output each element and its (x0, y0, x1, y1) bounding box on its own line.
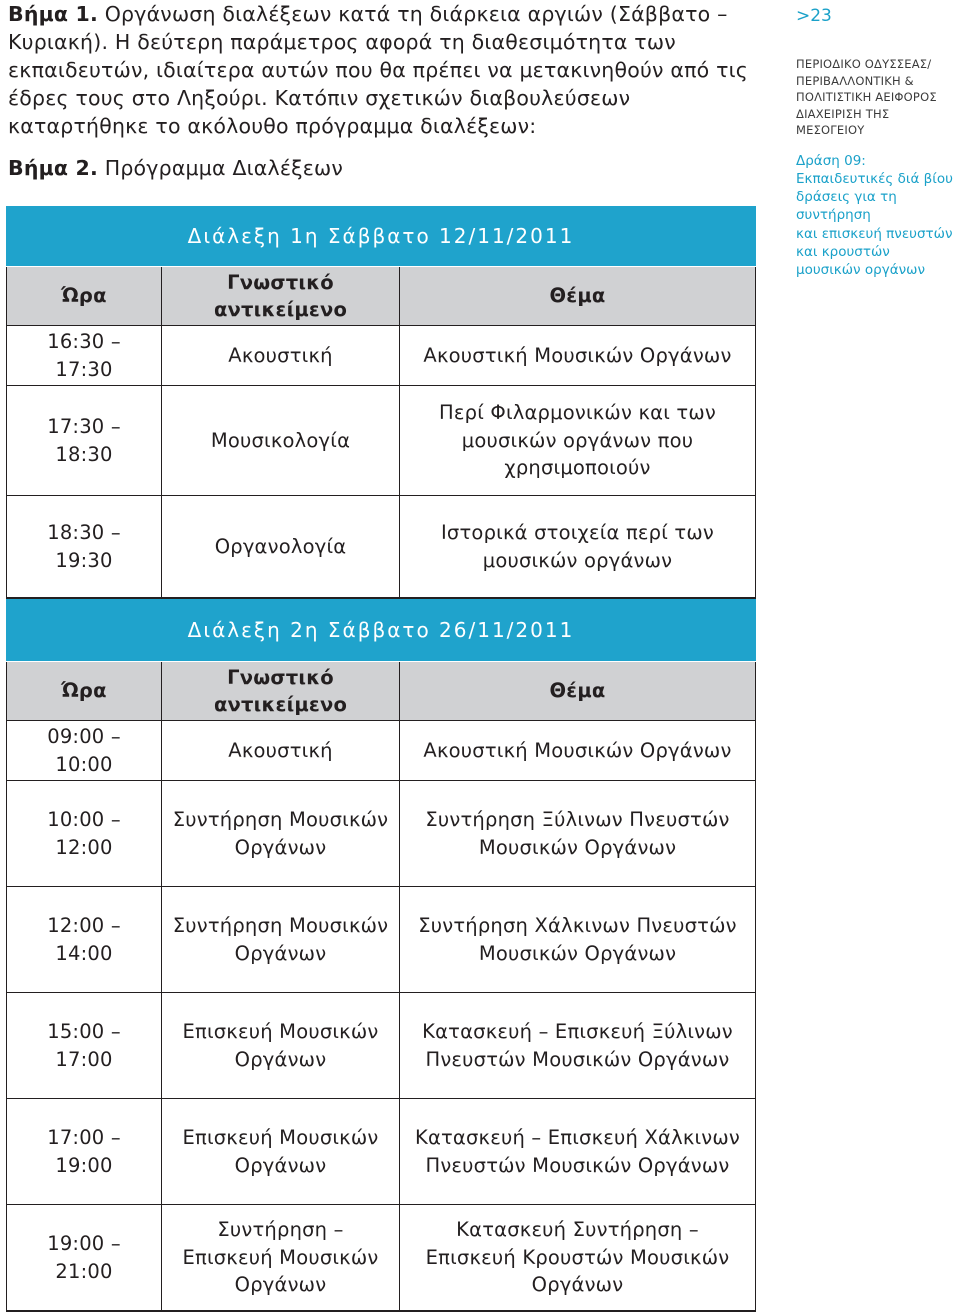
table-row (7, 496, 755, 598)
subject-cell: Συντήρηση Μουσικών Οργάνων (162, 781, 400, 886)
table-header-row (7, 662, 755, 721)
table-row (7, 721, 755, 781)
time-cell: 16:30 – 17:30 (7, 326, 162, 385)
subject-cell: Μουσικολογία (162, 386, 400, 495)
table-row (7, 887, 755, 993)
periodical-line: ΠΕΡΙΒΑΛΛΟΝΤΙΚΗ & (796, 73, 914, 88)
header-subject: Γνωστικό αντικείμενο (162, 662, 400, 720)
step1-label: Βήμα 1. (8, 2, 98, 26)
periodical-title (796, 56, 960, 139)
topic-cell: Κατασκευή Συντήρηση – Επισκευή Κρουστών Μουσικών Οργάνων (425, 1218, 730, 1297)
subject-cell: Επισκευή Μουσικών Οργάνων (162, 993, 400, 1098)
header-time: Ώρα (7, 662, 162, 720)
periodical-line: ΠΕΡΙΟΔΙΚΟ ΟΔΥΣΣΕΑΣ/ (796, 57, 932, 71)
subject-cell: Ακουστική (162, 721, 400, 780)
table-header-row (7, 267, 755, 326)
action-line: και επισκευή πνευστών (796, 225, 953, 242)
subject-cell: Οργανολογία (162, 496, 400, 597)
lecture-title: Διάλεξη 1η Σάββατο 12/11/2011 (6, 206, 756, 267)
table-row (7, 1099, 755, 1205)
time-cell: 19:00 – 21:00 (7, 1205, 162, 1310)
topic-cell: Ιστορικά στοιχεία περί των μουσικών οργάνων (440, 521, 714, 572)
time-cell: 15:00 – 17:00 (7, 993, 162, 1098)
topic-cell: Περί Φιλαρμονικών και των μουσικών οργάνων που χρησιμοποιούν (439, 401, 716, 480)
table-row (7, 1205, 755, 1311)
periodical-line: ΠΟΛΙΤΙΣΤΙΚΗ ΑΕΙΦΟΡΟΣ (796, 90, 937, 104)
topic-cell: Κατασκευή – Επισκευή Χάλκινων Πνευστών Μουσικών Οργάνων (414, 1126, 741, 1177)
action-line: και κρουστών (796, 243, 890, 260)
table-row (7, 781, 755, 887)
intro-text (8, 0, 764, 182)
time-cell: 18:30 – 19:30 (7, 496, 162, 597)
subject-cell: Συντήρηση Μουσικών Οργάνων (162, 887, 400, 992)
lecture-title: Διάλεξη 2η Σάββατο 26/11/2011 (6, 599, 756, 662)
action-line: Εκπαιδευτικές διά βίου (796, 170, 953, 187)
subject-cell: Ακουστική (162, 326, 400, 385)
subject-cell: Επισκευή Μουσικών Οργάνων (162, 1099, 400, 1204)
table-row (7, 326, 755, 386)
topic-cell: Ακουστική Μουσικών Οργάνων (423, 343, 732, 367)
header-topic: Θέμα (549, 679, 606, 703)
time-cell: 10:00 – 12:00 (7, 781, 162, 886)
table-row (7, 386, 755, 496)
action-line: δράσεις για τη συντήρηση (796, 189, 897, 224)
action-title (796, 152, 960, 280)
action-line: Δράση 09: (796, 152, 866, 169)
step2-label: Βήμα 2. (8, 156, 98, 180)
header-time: Ώρα (7, 267, 162, 325)
header-subject: Γνωστικό αντικείμενο (162, 267, 400, 325)
time-cell: 12:00 – 14:00 (7, 887, 162, 992)
sidebar (796, 0, 960, 280)
subject-cell: Συντήρηση – Επισκευή Μουσικών Οργάνων (162, 1205, 400, 1310)
topic-cell: Κατασκευή – Επισκευή Ξύλινων Πνευστών Μουσικών Οργάνων (422, 1020, 733, 1071)
page-number: >23 (796, 6, 832, 26)
lecture-table (6, 267, 756, 599)
topic-cell: Συντήρηση Ξύλινων Πνευστών Μουσικών Οργάνων (425, 808, 730, 859)
topic-cell: Ακουστική Μουσικών Οργάνων (423, 738, 732, 762)
table-row (7, 993, 755, 1099)
header-topic: Θέμα (549, 284, 606, 308)
lecture-schedule-table (6, 206, 756, 1312)
periodical-line: ΔΙΑΧΕΙΡΙΣΗ ΤΗΣ ΜΕΣΟΓΕΙΟΥ (796, 106, 890, 137)
lecture-table (6, 662, 756, 1312)
step1-paragraph (8, 0, 764, 140)
step1-text: Οργάνωση διαλέξεων κατά τη διάρκεια αργιών (Σάββατο – Κυριακή). Η δεύτερη παράμετρος αφορά τη διαθεσιμότητα των εκπαιδευτών, ιδιαίτερα αυτών που θα πρέπει να μετακινηθούν από τις έδρες τους στο Ληξούρι. Κατόπιν σχετικών διαβουλεύσεων καταρτήθηκε το ακόλουθο πρόγραμμα διαλέξεων: (8, 2, 749, 138)
time-cell: 17:00 – 19:00 (7, 1099, 162, 1204)
topic-cell: Συντήρηση Χάλκινων Πνευστών Μουσικών Οργάνων (418, 914, 737, 965)
step2-paragraph (8, 154, 764, 182)
time-cell: 17:30 – 18:30 (7, 386, 162, 495)
action-line: μουσικών οργάνων (796, 262, 925, 279)
time-cell: 09:00 – 10:00 (7, 721, 162, 780)
step2-text: Πρόγραμμα Διαλέξεων (97, 156, 344, 180)
